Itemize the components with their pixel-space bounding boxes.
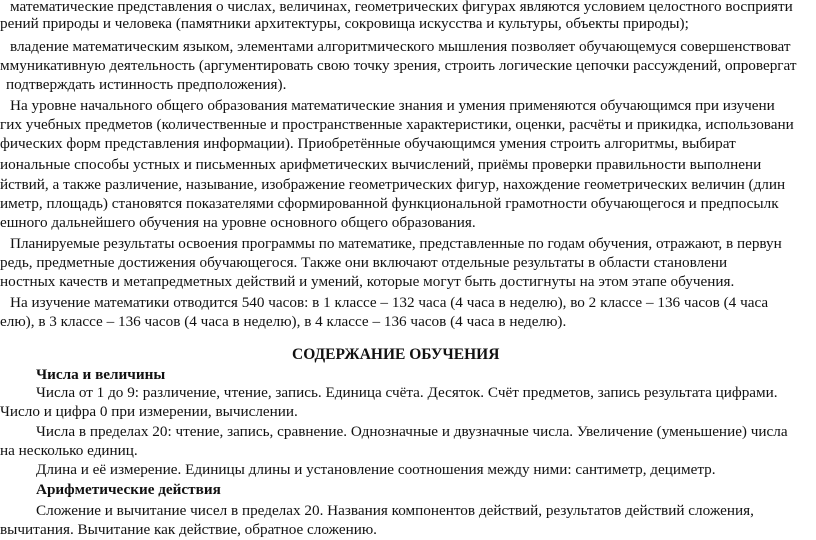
text-line: гих учебных предметов (количественные и пространственные характеристики, оценки, расчёты и прикидка, использовани	[0, 116, 794, 133]
text-line: подтверждать истинность предположения).	[6, 76, 287, 93]
text-line: рений природы и человека (памятники архитектуры, сокровища искусства и культуры, объекты природы);	[0, 15, 689, 32]
text-line: вычитания. Вычитание как действие, обратное сложению.	[0, 521, 377, 538]
text-line: Числа от 1 до 9: различение, чтение, запись. Единица счёта. Десяток. Счёт предметов, запись результата цифрами.	[36, 384, 778, 401]
text-line: На изучение математики отводится 540 часов: в 1 классе – 132 часа (4 часа в неделю), во 2 классе – 136 часов (4 часа	[10, 294, 769, 311]
text-line: редь, предметные достижения обучающегося. Также они включают отдельные результаты в области становлени	[0, 254, 728, 271]
text-line: математические представления о числах, величинах, геометрических фигурах являются условием целостного восприяти	[10, 0, 793, 15]
text-line: Число и цифра 0 при измерении, вычислении.	[0, 403, 298, 420]
text-line: Планируемые результаты освоения программы по математике, представленные по годам обучения, отражают, в первун	[10, 235, 782, 252]
text-line: Числа в пределах 20: чтение, запись, сравнение. Однозначные и двузначные числа. Увеличение (уменьшение) числа	[36, 423, 788, 440]
subheading-arith: Арифметические действия	[36, 481, 221, 498]
text-line: ностных качеств и метапредметных действий и умений, которые могут быть достигнуты на этом этапе обучения.	[0, 273, 735, 290]
text-line: на несколько единиц.	[0, 442, 138, 459]
text-line: йствий, а также различение, называние, изображение геометрических фигур, нахождение геометрических величин (длин	[0, 176, 786, 193]
section-title: СОДЕРЖАНИЕ ОБУЧЕНИЯ	[292, 346, 500, 363]
subheading-numbers: Числа и величины	[36, 366, 166, 383]
text-line: ешного дальнейшего обучения на уровне основного общего образования.	[0, 214, 476, 231]
text-line: иметр, площадь) становятся показателями сформированной функциональной грамотности обучающегося и предпосылк	[0, 195, 779, 212]
text-line: иональные способы устных и письменных арифметических вычислений, приёмы проверки правильности выполнени	[0, 156, 762, 173]
text-line: Сложение и вычитание чисел в пределах 20. Названия компонентов действий, результатов действий сложения,	[36, 502, 754, 519]
text-line: Длина и её измерение. Единицы длины и установление соотношения между ними: сантиметр, дециметр.	[36, 461, 716, 478]
text-line: На уровне начального общего образования математические знания и умения применяются обучающимся при изучени	[10, 97, 775, 114]
text-line: ммуникативную деятельность (аргументировать свою точку зрения, строить логические цепочки рассуждений, опровергат	[0, 57, 797, 74]
text-line: владение математическим языком, элементами алгоритмического мышления позволяет обучающемуся совершенствоват	[10, 38, 791, 55]
text-line: елю), в 3 классе – 136 часов (4 часа в неделю), в 4 классе – 136 часов (4 часа в неделю).	[0, 313, 567, 330]
text-line: фических форм представления информации). Приобретённые обучающимся умения строить алгоритмы, выбират	[0, 135, 736, 152]
